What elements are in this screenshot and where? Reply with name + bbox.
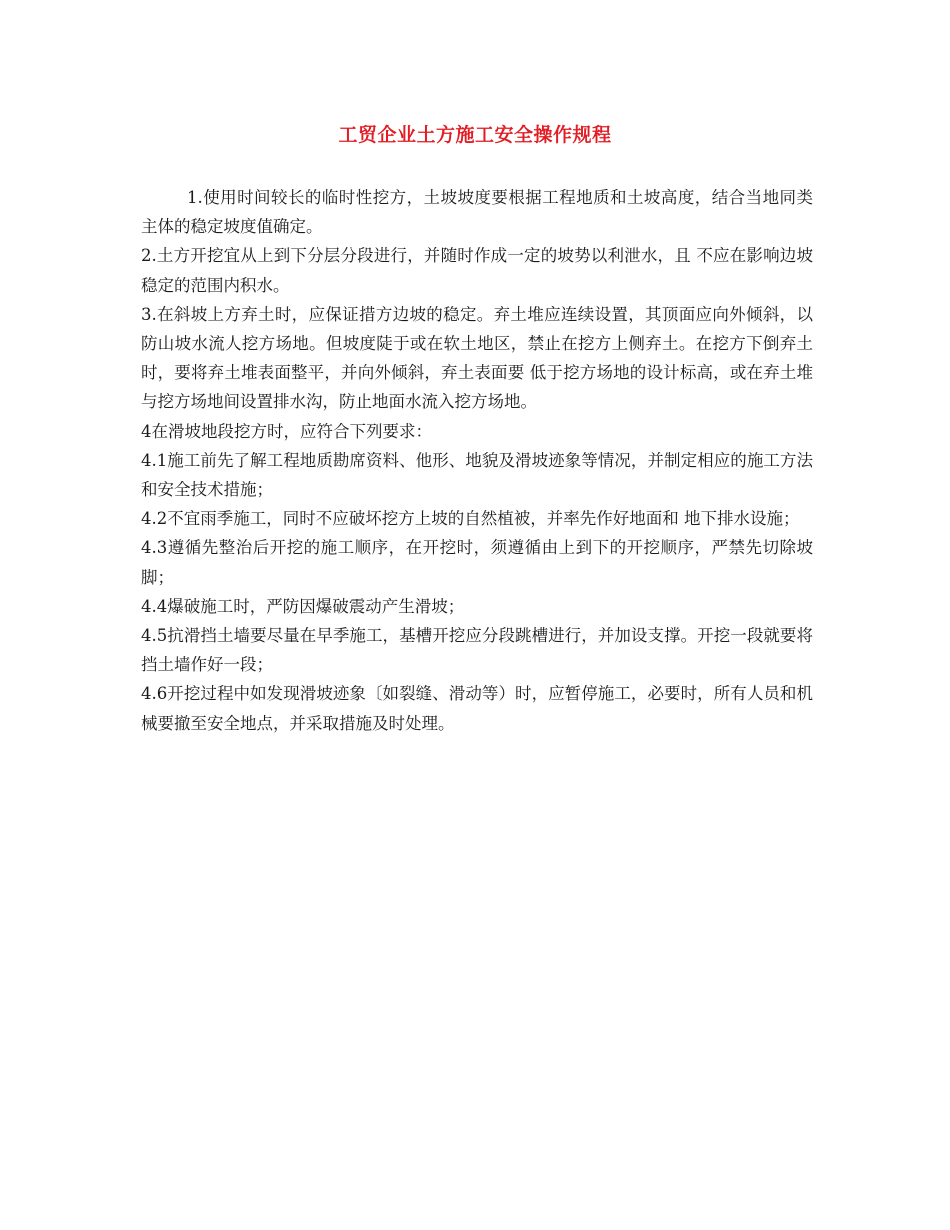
paragraph-4-3: 4.3遵循先整治后开挖的施工顺序，在开挖时，须遵循由上到下的开挖顺序，严禁先切除坡脚； — [141, 538, 813, 587]
paragraph-4-4: 4.4爆破施工时，严防因爆破震动产生滑坡； — [141, 596, 465, 616]
paragraph-4-2: 4.2不宜雨季施工，同时不应破坏挖方上坡的自然植被，并率先作好地面和 地下排水设施； — [141, 509, 800, 529]
document-body — [141, 183, 813, 738]
paragraph-2: 2.土方开挖宜从上到下分层分段进行，并随时作成一定的坡势以利泄水，且 不应在影响边坡稳定的范围内积水。 — [141, 246, 813, 295]
paragraph-1: 1.使用时间较长的临时性挖方，土坡坡度要根据工程地质和土坡高度，结合当地同类主体的稳定坡度值确定。 — [141, 188, 813, 237]
paragraph-4-6: 4.6开挖过程中如发现滑坡迹象〔如裂缝、滑动等）时，应暂停施工，必要时，所有人员和机械要撤至安全地点，并采取措施及时处理。 — [141, 684, 813, 733]
paragraph-4: 4在滑坡地段挖方时，应符合下列要求： — [141, 421, 432, 441]
paragraph-3: 3.在斜坡上方弃土时，应保证措方边坡的稳定。弃土堆应连续设置，其顶面应向外倾斜，以防山坡水流人挖方场地。但坡度陡于或在软土地区，禁止在挖方上侧弃土。在挖方下倒弃土时，要将弃土堆表面整平，并向外倾斜，弃土表面要 低于挖方场地的设计标高，或在弃土堆与挖方场地间设置排水沟，防止地面水流入挖方场地。 — [141, 304, 813, 412]
document-title: 工贸企业土方施工安全操作规程 — [338, 124, 612, 146]
paragraph-4-1: 4.1施工前先了解工程地质勘席资料、他形、地貌及滑坡迹象等情况，并制定相应的施工方法和安全技术措施； — [141, 450, 813, 500]
paragraph-4-5: 4.5抗滑挡土墙要尽量在早季施工，基槽开挖应分段跳槽进行，并加设支撑。开挖一段就要将挡土墙作好一段； — [141, 626, 813, 675]
